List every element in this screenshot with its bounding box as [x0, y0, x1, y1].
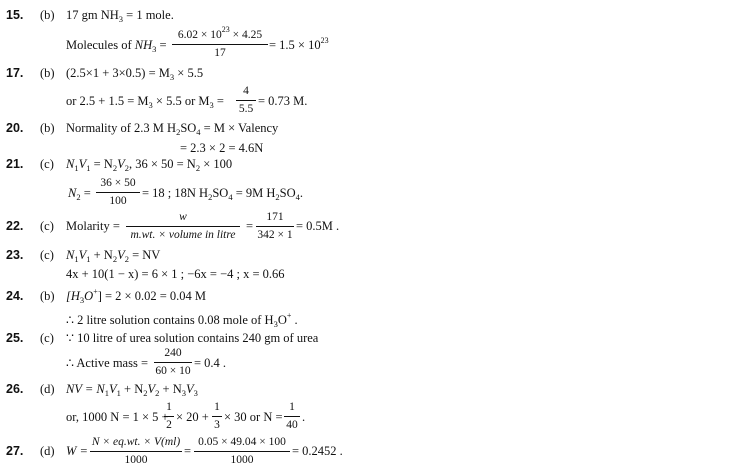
- fraction: $\frac{1}{40}$: [284, 402, 300, 431]
- equation-line: $N_1V_1 + N_2V_2$ = NV: [66, 248, 161, 264]
- fraction: $\frac{171}{342 \times 1}$: [257, 211, 293, 241]
- answer-option: (b): [40, 289, 55, 303]
- question-number: 20.: [6, 121, 24, 135]
- equation-line: Molecules of $NH_3$ =: [66, 38, 167, 54]
- answer-option: (c): [40, 157, 54, 171]
- answer-option: (d): [40, 382, 55, 396]
- fraction: $\frac{4}{5.5}$: [236, 86, 256, 115]
- equation-line: or, 1000 N = 1 × 5 +: [66, 410, 169, 424]
- question-number: 24.: [6, 289, 24, 303]
- equation-line: 4x + 10(1 − x) = 6 × 1 ; −6x = −4 ; x = 0.66: [66, 267, 285, 281]
- statement-line: ∵ 10 litre of urea solution contains 240 gm of urea: [66, 331, 319, 345]
- answer-line: 17 gm $NH_3 = 1$ mole.: [66, 8, 174, 24]
- answer-option: (b): [40, 8, 55, 22]
- fraction: w m.wt. × volume in litre: [126, 212, 240, 241]
- answer-option: (c): [40, 248, 54, 262]
- equation-line: $[H_3O^+] = 2 \times 0.02 = 0.04$ M: [66, 287, 207, 305]
- equation-line: or $2.5 + 1.5 = M_3 \times 5.5$ or $M_3$ =: [66, 94, 224, 110]
- question-number: 15.: [6, 8, 24, 22]
- question-number: 22.: [6, 219, 24, 233]
- answer-option: (b): [40, 121, 55, 135]
- fraction: $\frac{1}{3}$: [212, 402, 222, 431]
- fraction: $\frac{1}{2}$: [164, 402, 174, 431]
- equation-line: = 2.3 × 2 = 4.6N: [180, 141, 264, 155]
- fraction: $\frac{N \times eq.wt. \times V(ml)}{1000}$: [91, 436, 181, 466]
- answer-option: (c): [40, 331, 54, 345]
- fraction: $\frac{240}{60 \times 10}$: [155, 347, 191, 377]
- equation-line: Molarity =: [66, 219, 120, 233]
- equation-line: Normality of 2.3 M $H_2SO_4 = M$ × Valency: [66, 121, 279, 137]
- fraction: $\frac{6.02 \times 10^{23} \times 4.25}{17}$: [172, 30, 268, 59]
- question-number: 26.: [6, 382, 24, 396]
- question-number: 25.: [6, 331, 24, 345]
- question-number: 21.: [6, 157, 24, 171]
- equation-line: $N_2$ =: [68, 186, 91, 202]
- fraction: $\frac{0.05 \times 49.04 \times 100}{1000}$: [194, 437, 290, 466]
- statement-line: ∴ 2 litre solution contains 0.08 mole of $H_3O^+$ .: [66, 311, 298, 329]
- answer-option: (d): [40, 444, 55, 458]
- equation-line: $(2.5\times 1 + 3\times 0.5) = M_3 \times 5.5$: [66, 66, 204, 82]
- answer-option: (c): [40, 219, 54, 233]
- equation-line: $N_1V_1 = N_2V_2$, $36 \times 50 = N_2 \times 100$: [66, 157, 233, 173]
- answer-option: (b): [40, 66, 55, 80]
- question-number: 27.: [6, 444, 24, 458]
- question-number: 17.: [6, 66, 24, 80]
- equation-line: ∴ Active mass =: [66, 356, 149, 370]
- equation-line: NV = $N_1V_1 + N_2V_2 + N_3V_3$: [66, 382, 198, 398]
- question-number: 23.: [6, 248, 24, 262]
- fraction: $\frac{36 \times 50}{100}$: [96, 178, 140, 207]
- equation-line: W =: [66, 444, 88, 458]
